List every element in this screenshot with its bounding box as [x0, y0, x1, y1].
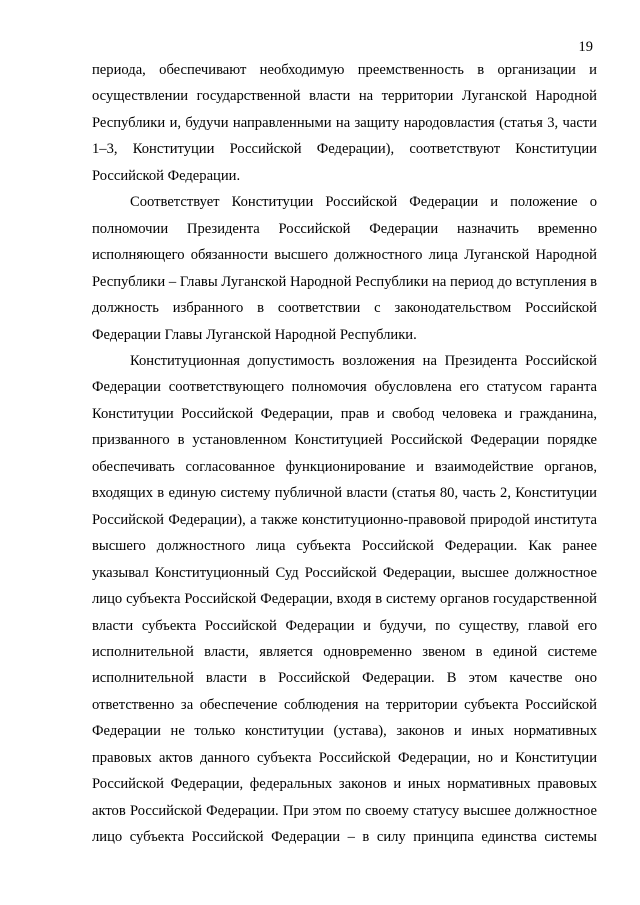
paragraph-continuation: периода, обеспечивают необходимую преемственность в организации и осуществлении государственной власти на территории Луганской Народной Республики и, будучи направленными на защиту народовластия (статья 3, части 1–3, Конституции Российской Федерации), соответствуют Конституции Российской Федерации.	[92, 62, 597, 184]
paragraph-appointment-powers: Соответствует Конституции Российской Федерации и положение о полномочии Президента Российской Федерации назначить временно исполняющего обязанности высшего должностного лица Луганской Народной Республики – Главы Луганской Народной Республики на период до вступления в должность избранного в соответствии с законодательством Российской Федерации Главы Луганской Народной Республики.	[92, 194, 597, 343]
paragraph-constitutional-admissibility: Конституционная допустимость возложения на Президента Российской Федерации соответствующего полномочия обусловлена его статусом гаранта Конституции Российской Федерации, прав и свобод человека и гражданина, призванного в установленном Конституцией Российской Федерации порядке обеспечивать согласованное функционирование и взаимодействие органов, входящих в единую систему публичной власти (статья 80, часть 2, Конституции Российской Федерации), а также конституционно-правовой природой института высшего должностного лица субъекта Российской Федерации. Как ранее указывал Конституционный Суд Российской Федерации, высшее должностное лицо субъекта Российской Федерации, входя в систему органов государственной власти субъекта Российской Федерации и будучи, по существу, главой его исполнительной власти, является одновременно звеном в единой системе исполнительной власти в Российской Федерации. В этом качестве оно ответственно за обеспечение соблюдения на территории субъекта Российской Федерации не только конституции (устава), законов и иных нормативных правовых актов данного субъекта Российской Федерации, но и Конституции Российской Федерации, федеральных законов и иных нормативных правовых актов Российской Федерации. При этом по своему статусу высшее должностное лицо субъекта Российской Федерации – в силу принципа единства системы	[92, 352, 597, 846]
document-body	[92, 57, 597, 851]
page-number: 19	[578, 39, 593, 55]
